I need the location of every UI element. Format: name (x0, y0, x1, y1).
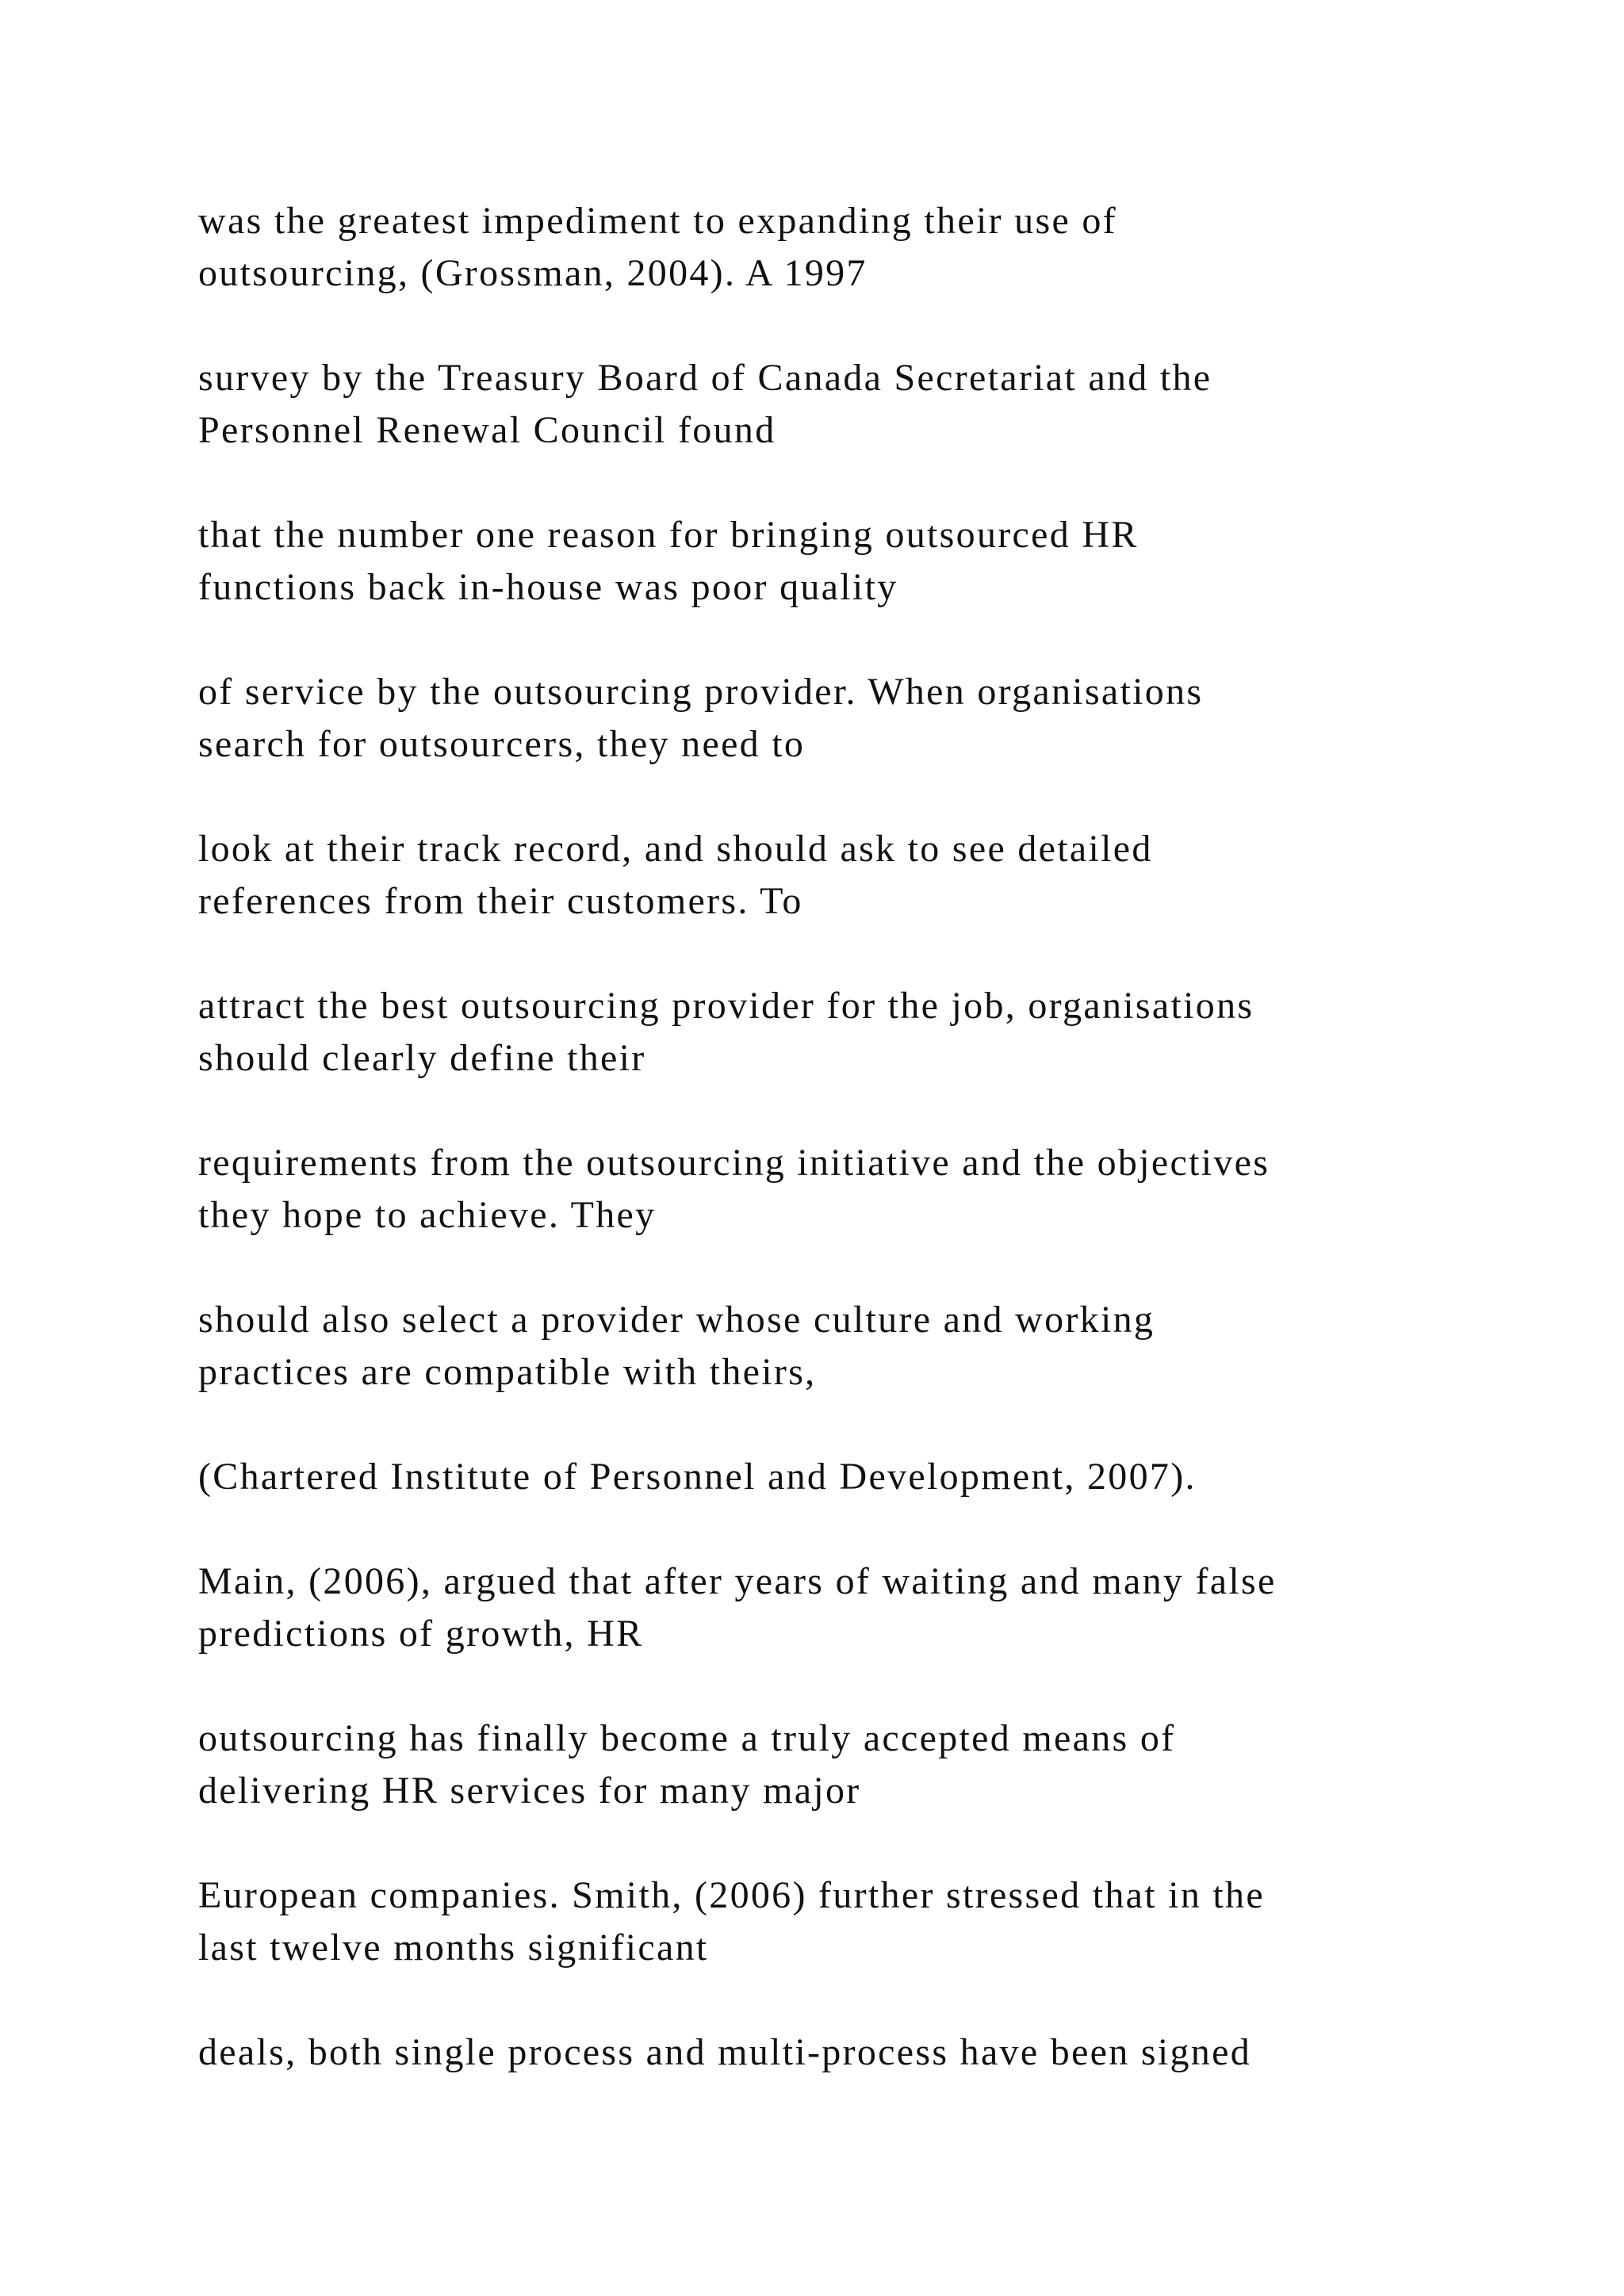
text-line: search for outsourcers, they need to (198, 723, 806, 765)
text-line: requirements from the outsourcing initiative and the objectives (198, 1142, 1270, 1184)
paragraph (198, 980, 1546, 1085)
text-line: they hope to achieve. They (198, 1194, 657, 1236)
text-line: Main, (2006), argued that after years of waiting and many false (198, 1560, 1277, 1602)
text-line: (Chartered Institute of Personnel and Development, 2007). (198, 1456, 1197, 1498)
paragraph (198, 1294, 1546, 1399)
text-line: was the greatest impediment to expanding their use of (198, 200, 1117, 242)
text-line: should clearly define their (198, 1037, 646, 1079)
text-line: outsourcing has finally become a truly accepted means of (198, 1717, 1176, 1759)
text-line: of service by the outsourcing provider. When organisations (198, 671, 1204, 713)
paragraph (198, 195, 1546, 300)
paragraph (198, 1712, 1546, 1817)
text-line: Personnel Renewal Council found (198, 409, 776, 451)
text-line: predictions of growth, HR (198, 1613, 644, 1655)
paragraph (198, 352, 1546, 457)
text-line: delivering HR services for many major (198, 1770, 861, 1812)
paragraph (198, 1869, 1546, 1974)
text-line: attract the best outsourcing provider for the job, organisations (198, 985, 1254, 1027)
paragraph (198, 1556, 1546, 1660)
text-line: look at their track record, and should ask to see detailed (198, 828, 1153, 870)
text-line: functions back in-house was poor quality (198, 566, 898, 608)
text-line: survey by the Treasury Board of Canada Secretariat and the (198, 357, 1212, 399)
text-line: references from their customers. To (198, 880, 803, 922)
paragraph (198, 823, 1546, 928)
paragraph (198, 666, 1546, 771)
paragraph (198, 1451, 1546, 1503)
paragraph (198, 1137, 1546, 1242)
paragraph (198, 2026, 1546, 2079)
document-body (198, 195, 1546, 2131)
text-line: European companies. Smith, (2006) further stressed that in the (198, 1874, 1265, 1916)
text-line: practices are compatible with theirs, (198, 1351, 817, 1393)
text-line: that the number one reason for bringing outsourced HR (198, 514, 1139, 556)
text-line: last twelve months significant (198, 1927, 709, 1969)
text-line: should also select a provider whose culture and working (198, 1299, 1155, 1341)
text-line: deals, both single process and multi-process have been signed (198, 2031, 1251, 2073)
text-line: outsourcing, (Grossman, 2004). A 1997 (198, 252, 868, 294)
paragraph (198, 509, 1546, 614)
